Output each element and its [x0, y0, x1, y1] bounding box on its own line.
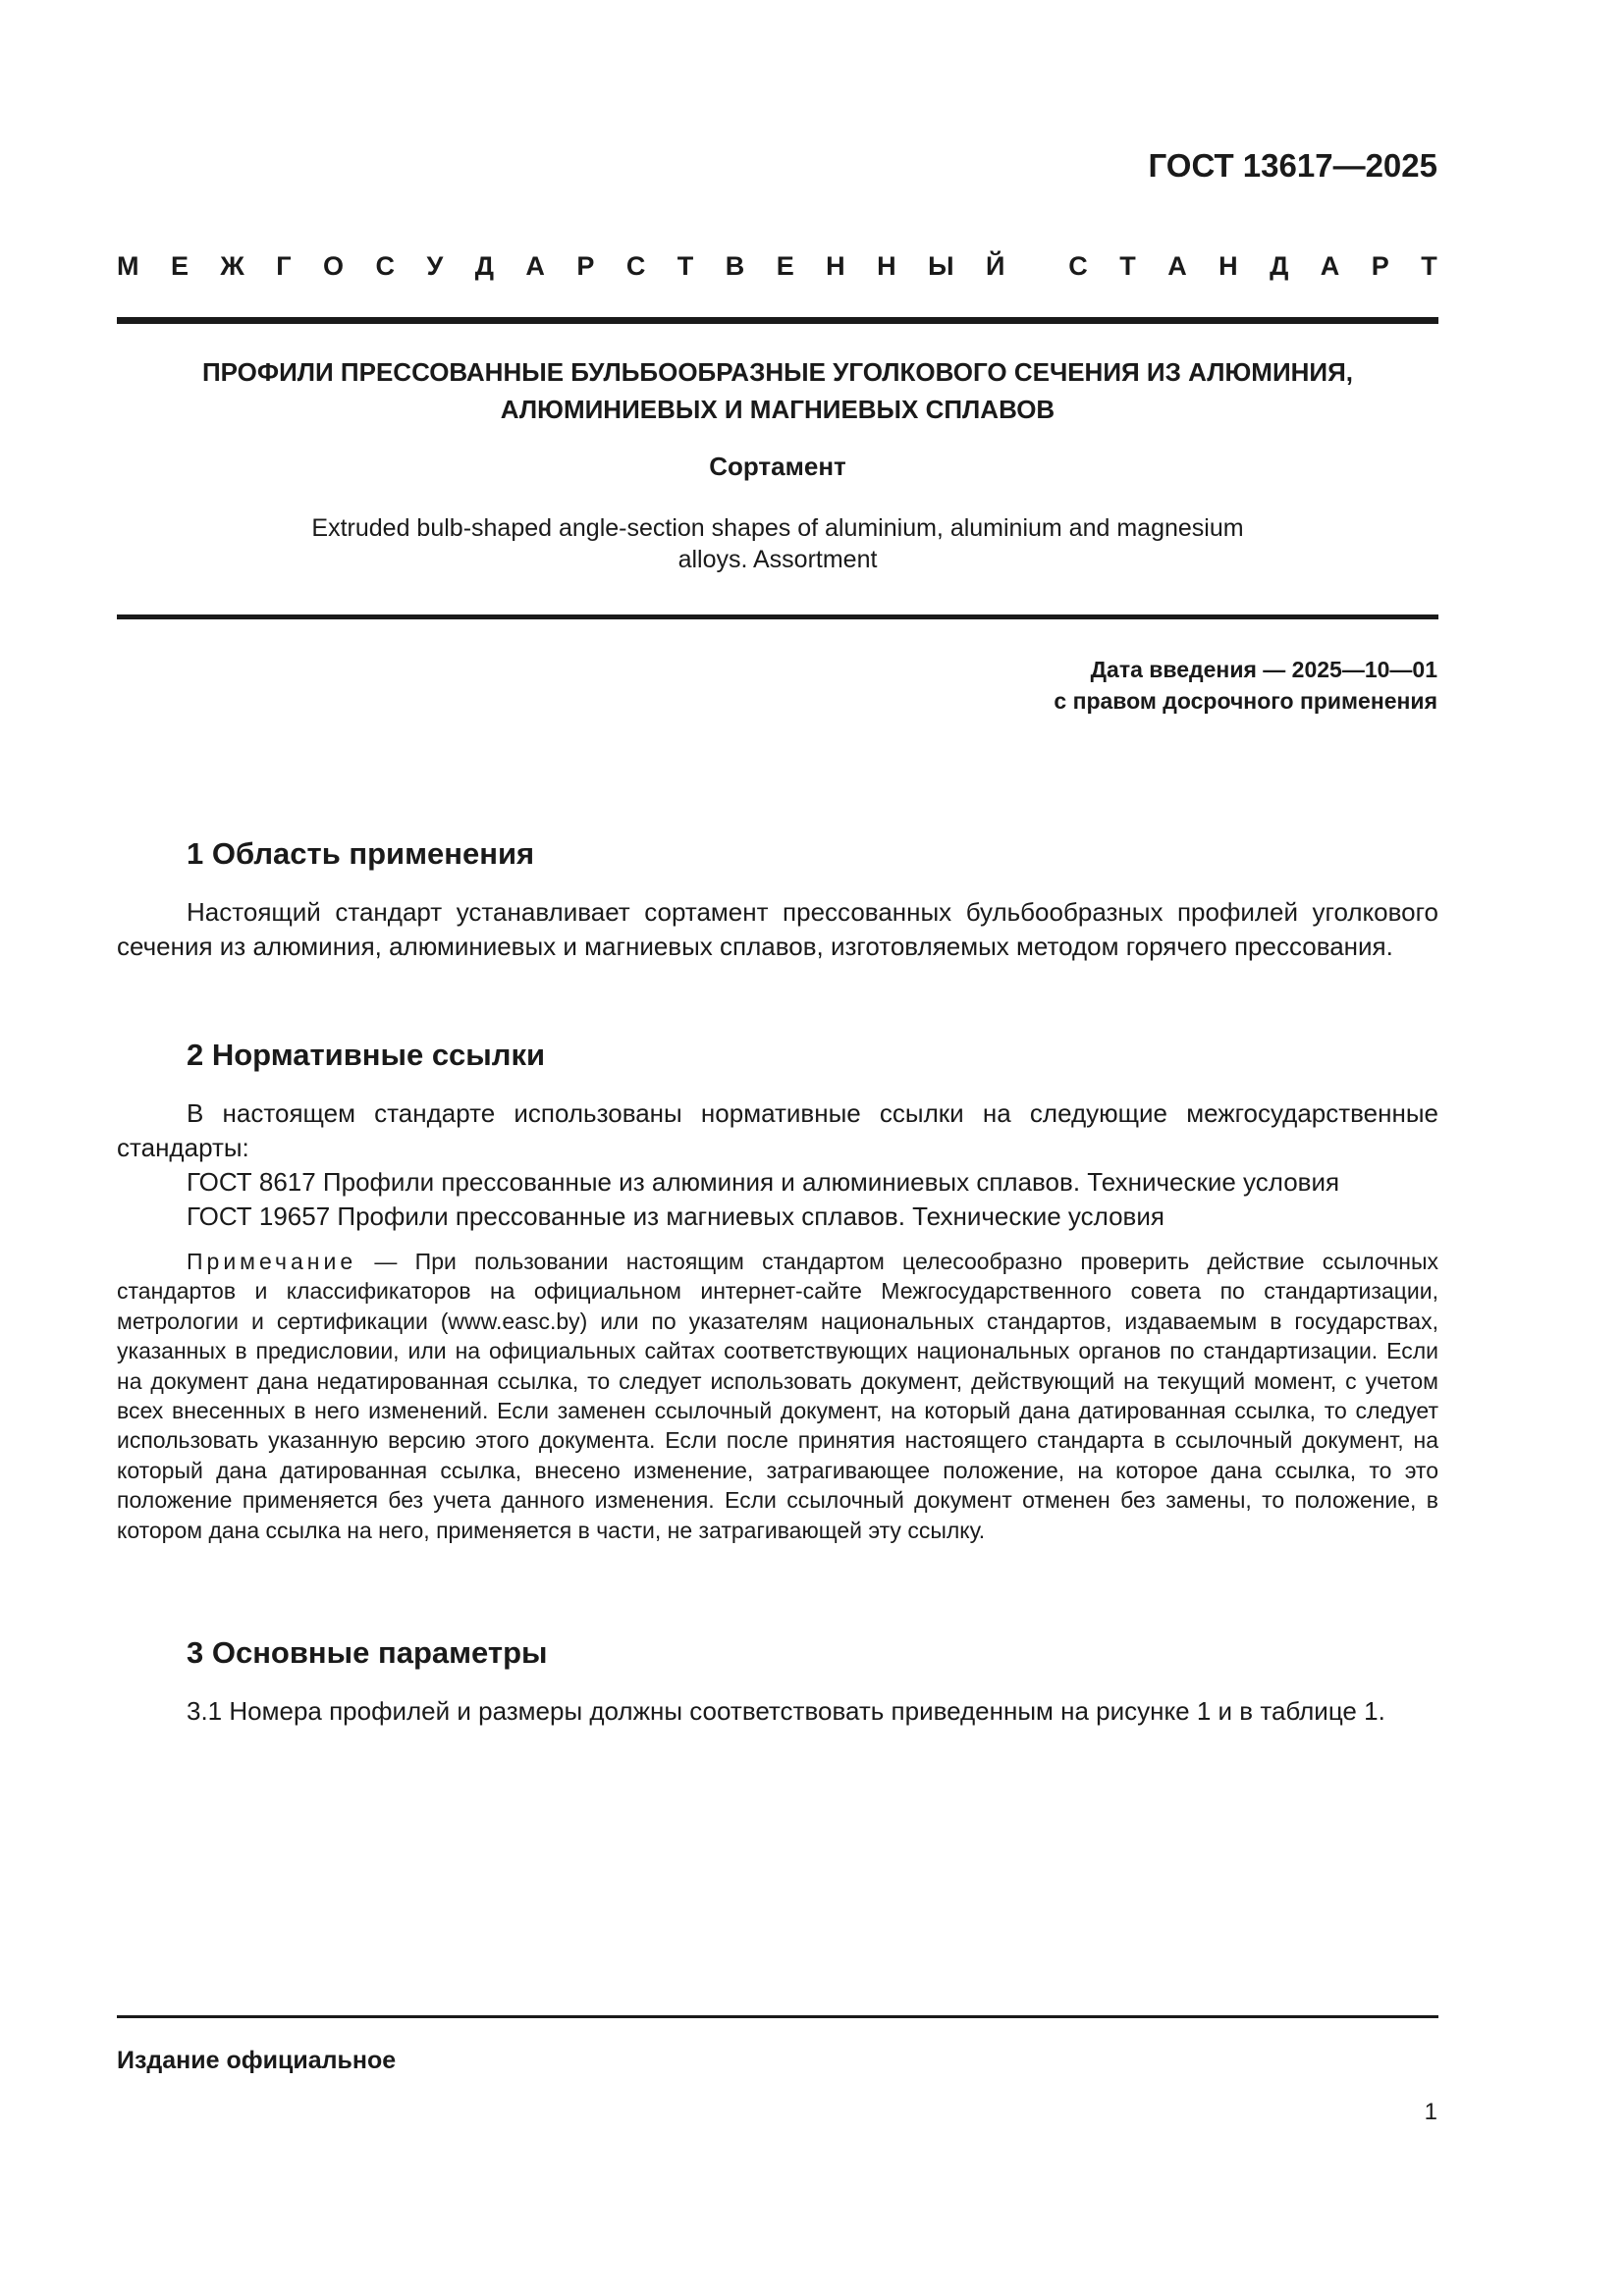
reference-gost-8617: ГОСТ 8617 Профили прессованные из алюминия и алюминиевых сплавов. Технические условия: [187, 1167, 1340, 1197]
early-application-line: с правом досрочного применения: [1054, 688, 1437, 714]
section-2-heading: 2 Нормативные ссылки: [187, 1038, 546, 1072]
banner-letter: У: [426, 251, 444, 281]
banner-letter: Н: [826, 251, 845, 281]
note-label: Примечание: [187, 1249, 357, 1274]
banner-letter: Р: [1371, 251, 1389, 281]
top-rule: [117, 317, 1438, 324]
banner-letter: Т: [677, 251, 694, 281]
introduction-date-line: Дата введения — 2025—10—01: [1090, 657, 1437, 682]
note-text: — При пользовании настоящим стандартом целесообразно проверить действие ссылочных стандартов и классификаторов на официальном интернет-сайте Межгосударственного совета по стандартизации, метрологии и сертификации (www.easc.by) или по указателям национальных стандартов, издаваемым в государствах, указанных в предисловии, или на официальных сайтах соответствующих национальных органов по стандартизации. Если на документ дана недатированная ссылка, то следует использовать документ, действующий на текущий момент, с учетом всех внесенных в него изменений. Если заменен ссылочный документ, на который дана датированная ссылка, то следует использовать указанную версию этого документа. Если после принятия настоящего стандарта в ссылочный документ, на который дана датированная ссылка, внесено изменение, затрагивающее положение, на которое дана ссылка, то это положение применяется без учета данного изменения. Если ссылочный документ отменен без замены, то положение, в котором дана ссылка на него, применяется в части, не затрагивающей эту ссылку.: [117, 1249, 1438, 1543]
section-3-text: 3.1 Номера профилей и размеры должны соответствовать приведенным на рисунке 1 и в таблице 1.: [187, 1696, 1385, 1726]
reference-gost-19657: ГОСТ 19657 Профили прессованные из магниевых сплавов. Технические условия: [187, 1201, 1164, 1231]
footer-rule: [117, 2015, 1438, 2018]
banner-letter: М: [117, 251, 139, 281]
title-rule: [117, 614, 1438, 619]
banner-letter: А: [1320, 251, 1340, 281]
title-line-2: АЛЮМИНИЕВЫХ И МАГНИЕВЫХ СПЛАВОВ: [500, 395, 1056, 424]
official-edition-label: Издание официальное: [117, 2047, 397, 2074]
banner-letter: В: [725, 251, 745, 281]
standard-type-banner: [117, 251, 1437, 282]
banner-letter: Т: [1119, 251, 1136, 281]
document-number: ГОСТ 13617—2025: [1148, 147, 1437, 184]
banner-letter: Д: [1270, 251, 1289, 281]
english-title-line-1: Extruded bulb-shaped angle-section shapes of aluminium, aluminium and magnesium: [311, 514, 1244, 542]
banner-letter: О: [323, 251, 345, 281]
banner-letter: Г: [276, 251, 292, 281]
banner-letter: С: [1068, 251, 1088, 281]
banner-letter: А: [1167, 251, 1187, 281]
document-title: [117, 353, 1438, 428]
page-number: 1: [1424, 2099, 1437, 2125]
banner-letter: Д: [474, 251, 494, 281]
banner-letter: Ж: [220, 251, 244, 281]
introduction-date: [1054, 654, 1437, 717]
english-title-line-2: alloys. Assortment: [677, 546, 878, 573]
note-paragraph: [117, 1247, 1438, 1545]
banner-letter: С: [375, 251, 396, 281]
banner-letter: Ы: [928, 251, 954, 281]
banner-letter: Н: [1218, 251, 1238, 281]
banner-letter: Н: [877, 251, 896, 281]
section-2-text: В настоящем стандарте использованы нормативные ссылки на следующие межгосударственные стандарты:: [117, 1098, 1438, 1162]
banner-letter: Р: [576, 251, 595, 281]
section-1-heading: 1 Область применения: [187, 836, 535, 871]
banner-letter: Е: [170, 251, 189, 281]
section-1-text: Настоящий стандарт устанавливает сортамент прессованных бульбообразных профилей уголкового сечения из алюминия, алюминиевых и магниевых сплавов, изготовляемых методом горячего прессования.: [117, 897, 1438, 961]
english-title: [117, 512, 1438, 575]
section-3-heading: 3 Основные параметры: [187, 1635, 548, 1670]
banner-letter: С: [625, 251, 646, 281]
document-subtitle: Сортамент: [709, 452, 846, 481]
banner-letter: Т: [1421, 251, 1437, 281]
banner-letter: Й: [985, 251, 1005, 281]
title-line-1: ПРОФИЛИ ПРЕССОВАННЫЕ БУЛЬБООБРАЗНЫЕ УГОЛКОВОГО СЕЧЕНИЯ ИЗ АЛЮМИНИЯ,: [201, 357, 1354, 387]
banner-letter: А: [525, 251, 545, 281]
banner-letter: Е: [776, 251, 794, 281]
